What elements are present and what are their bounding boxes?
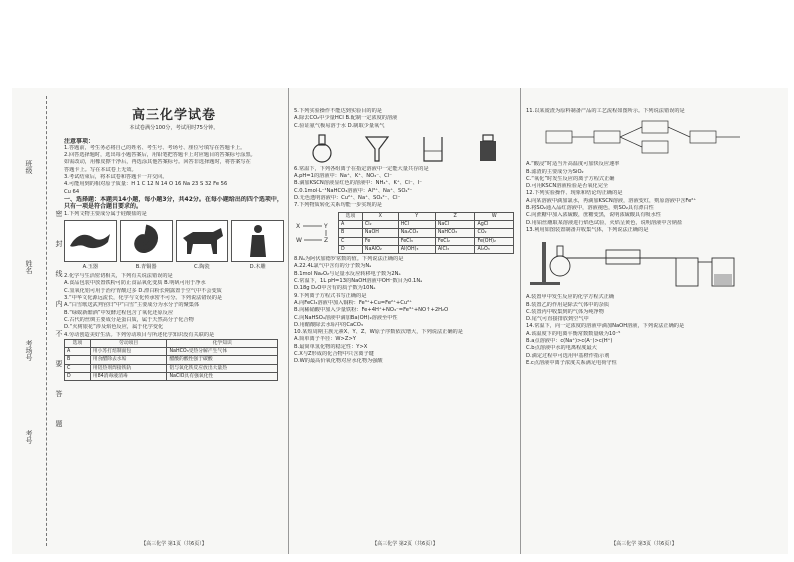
- question-line: 9.下列离子方程式书写正确的是: [294, 292, 367, 299]
- table-cell: 用84消毒液消毒: [90, 373, 167, 381]
- round-flask-icon: [309, 133, 335, 163]
- table-header-row: [65, 339, 278, 347]
- question-line: 13.利用如图装置制备并收集气体，下列说法正确的是: [526, 226, 649, 233]
- question-line: C.古代的丝绸主要成分是蛋白质，属于天然高分子化合物: [64, 316, 194, 323]
- table-header: 劳动项目: [90, 339, 167, 347]
- question-line: 5.下列实验操作不能达到实验目的的是: [294, 108, 382, 114]
- question-line: B.滴加KSCN溶液显红色的溶液中：NH₄⁺、K⁺、Cl⁻、I⁻: [294, 180, 423, 187]
- table-cell: Fe(OH)₂: [475, 237, 514, 245]
- artifact-image-ceramic: [176, 220, 229, 262]
- artifact-image-bronze: [120, 220, 173, 262]
- svg-text:X: X: [296, 222, 301, 230]
- notice-heading: 注意事项：: [64, 137, 95, 145]
- binding-label: 封: [55, 240, 63, 247]
- exam-title: 高三化学试卷: [131, 108, 216, 123]
- binding-label: 线: [55, 270, 63, 277]
- table-cell: B: [339, 229, 363, 237]
- question-line: C.X与Z形成的化合物中只含离子键: [294, 351, 374, 358]
- table-cell: 用铝热剂焊接铁轨: [90, 364, 167, 372]
- table-cell: HCl: [398, 220, 435, 228]
- question-line: E.c点溶液中离子浓度关系满足电荷守恒: [526, 359, 617, 366]
- question-line: D.无色透明溶液中：Cu²⁺、Na⁺、SO₄²⁻、Cl⁻: [294, 195, 401, 202]
- question-line: D.18g D₂O中含有的质子数为10Nₐ: [294, 285, 376, 292]
- table-row: [65, 348, 278, 356]
- option-d: D.木雕: [249, 263, 266, 270]
- question-line: A.“酸浸”时适当升高温度可加快反应速率: [526, 161, 620, 168]
- question-line: B.“绿蚁新醅酒”中发酵过程包含了氧化还原反应: [64, 309, 174, 316]
- labor-table: [64, 339, 278, 381]
- binding-label: 题: [55, 420, 63, 427]
- binding-label: 考号: [25, 430, 33, 444]
- table-row: [339, 220, 514, 228]
- table-header: X: [362, 212, 398, 220]
- artifact-image-wood: [231, 220, 284, 262]
- artifact-captions: [64, 264, 284, 271]
- svg-text:Z: Z: [324, 236, 329, 244]
- conversion-table: [338, 212, 514, 254]
- bottle-icon: [475, 133, 501, 163]
- table-row: [339, 245, 514, 253]
- notice-line: 2.回答选择题时，选出每小题答案后，用铅笔把答题卡上对应题目的答案标号涂黑。: [64, 152, 256, 159]
- table-cell: NaClO具有强氧化性: [167, 373, 278, 381]
- table-cell: FeCl₂: [435, 237, 475, 245]
- section-heading: 一、选择题：本题共14小题，每小题3分，共42分。在每小题给出的四个选项中，只有一项是符合题目要求的。: [64, 195, 283, 211]
- page-1-column: [64, 108, 284, 381]
- question-line: A.装置甲中发生反应的化学方程式正确: [526, 294, 615, 301]
- question-line: B.将SO₂通入品红溶液中，溶液褪色，则SO₂具有漂白性: [526, 205, 654, 212]
- table-header-row: [339, 212, 514, 220]
- question-line: C.验证氨气极易溶于水 D.制取少量氧气: [294, 122, 385, 129]
- svg-text:Y: Y: [324, 222, 328, 230]
- question-line: A.向FeCl₃溶液中加入铜粉：Fe³⁺+Cu=Fe²⁺+Cu²⁺: [294, 299, 412, 306]
- table-cell: NaHCO₃: [435, 229, 475, 237]
- notice-line: 如需改动，用橡皮擦干净后，再选涂其他答案标号。回答非选择题时，将答案写在: [64, 159, 251, 166]
- page-footer: 【高三化学 第3页（共6页）】: [611, 541, 677, 547]
- question-line: C.向NaHSO₄溶液中滴加Ba(OH)₂溶液至中性: [294, 314, 398, 321]
- question-line: A.向某溶液中滴加氯水，再滴加KSCN溶液，溶液变红，则原溶液中含Fe²⁺: [526, 197, 697, 204]
- question-line: C.“氧化”时发生反应的离子方程式正确: [526, 175, 615, 182]
- question-line: C.常温下，1L pH=13的NaOH溶液中OH⁻数目为0.1Nₐ: [294, 278, 423, 285]
- table-cell: Al₂O₃: [475, 245, 514, 253]
- table-cell: Al(OH)₃: [398, 245, 435, 253]
- table-cell: 用食醋除去水垢: [90, 356, 167, 364]
- question-line: C.b点溶液中水的电离程度最大: [526, 345, 597, 352]
- table-cell: B: [65, 356, 91, 364]
- conversion-block: [294, 212, 516, 254]
- binding-label: 答: [55, 390, 63, 397]
- page-3-column: [526, 108, 762, 367]
- table-cell: NaHCO₃受热分解产生气体: [167, 348, 278, 356]
- table-cell: AgCl: [475, 220, 514, 228]
- notice-line: 1.答题前，考生务必将自己的姓名、考生号、考场号、座位号填写在答题卡上。: [64, 144, 246, 151]
- binding-label: 不: [55, 330, 63, 337]
- question-line: D.W的最高价氧化物对应水化物为强酸: [294, 358, 383, 365]
- table-cell: A: [339, 220, 363, 228]
- page-divider: [520, 88, 521, 554]
- question-1: 1.下列文物主要成分属于硅酸盐的是: [64, 210, 147, 217]
- binding-label: 密: [55, 210, 63, 217]
- bronze-ornament-icon: [131, 224, 161, 258]
- wooden-figure-icon: [248, 223, 268, 259]
- table-row: [65, 364, 278, 372]
- table-cell: 铝与氧化铁反应放出大量热: [167, 364, 278, 372]
- table-cell: Na₂CO₃: [398, 229, 435, 237]
- table-header: Z: [435, 212, 475, 220]
- question-line: D.用铂丝蘸取某溶液进行焰色试验，火焰呈黄色，说明溶液中含钠盐: [526, 219, 683, 226]
- question-line: D.滴定过程中可选用甲基橙作指示剂: [526, 352, 610, 359]
- question-line: 12.下列实验操作、现象和结论均正确的是: [526, 190, 623, 197]
- question-line: A.22.4L氯气中含有的分子数为Nₐ: [294, 263, 372, 270]
- question-line: A.简单离子半径：W>Z>Y: [294, 336, 356, 343]
- process-flow-diagram: [544, 117, 744, 159]
- option-b: B.青铜器: [135, 263, 157, 270]
- question-line: 10.某短周期主族元素X、Y、Z、W原子序数依次增大，下列说法正确的是: [294, 329, 463, 336]
- exam-subtitle: 本试卷满分100分，考试用时75分钟。: [129, 125, 219, 132]
- table-cell: NaAlO₂: [362, 245, 398, 253]
- question-line: 11.以某废渣为原料制备产品的工艺流程如图所示。下列说法错误的是: [526, 108, 685, 114]
- notice-line: Cu 64: [64, 188, 80, 195]
- question-line: D.尾气可直接排放到空气中: [526, 316, 589, 323]
- artifact-image-jade: [64, 220, 117, 262]
- apparatus-figures: [294, 133, 516, 163]
- ceramic-horse-icon: [179, 226, 225, 256]
- binding-label: 要: [55, 360, 63, 367]
- table-cell: CO₂: [475, 229, 514, 237]
- question-line: B.a点溶液中：c(Na⁺)>c(A⁻)>c(H⁺): [526, 338, 613, 345]
- question-line: A.食品包装中放置铁粉可防止食品氧化变质 B.明矾可用于净水: [64, 280, 206, 287]
- question-line: 3.“中华文化源远流长，化学与文化传承密不可分。下列说法错误的是: [64, 295, 223, 302]
- page-divider: [288, 88, 289, 554]
- question-line: A.pH=1的溶液中：Na⁺、K⁺、NO₃⁻、Cl⁻: [294, 173, 392, 180]
- table-cell: 用小苏打焙制面包: [90, 348, 167, 356]
- notice-line: 4.可能用到的相对原子质量：H 1 C 12 N 14 O 16 Na 23 S 32 Fe 56: [64, 181, 228, 188]
- page-footer: 【高三化学 第1页（共6页）】: [141, 541, 207, 547]
- notice-line: 3.考试结束后，将本试卷和答题卡一并交回。: [64, 174, 168, 181]
- gas-apparatus-diagram: [526, 236, 746, 292]
- table-header: W: [475, 212, 514, 220]
- question-line: A.该温度下的电离平衡常数数量级为10⁻⁵: [526, 330, 621, 337]
- table-header: 化学知识: [167, 339, 278, 347]
- table-cell: C: [65, 364, 91, 372]
- artifact-images: [64, 220, 284, 262]
- question-line: D.可用KSCN溶液检验是否氧化完全: [526, 183, 609, 190]
- binding-label: 班级: [25, 160, 33, 174]
- table-cell: FeCl₃: [398, 237, 435, 245]
- question-line: C.氢氧化铝可用于治疗胃酸过多 D.漂白粉长期露置于空气中不会变质: [64, 287, 222, 294]
- binding-label: 考场号: [25, 340, 33, 361]
- table-cell: 醋酸的酸性强于碳酸: [167, 356, 278, 364]
- funnel-icon: [364, 133, 390, 163]
- table-row: [65, 356, 278, 364]
- question-line: B.1mol Na₂O₂与足量水反应转移电子数为2Nₐ: [294, 270, 401, 277]
- option-a: A.玉器: [82, 263, 99, 270]
- table-header: 选项: [339, 212, 363, 220]
- question-line: B.滤渣的主要成分为SiO₂: [526, 168, 584, 175]
- table-cell: Cl₂: [362, 220, 398, 228]
- question-line: 2.化学与生活密切相关，下列有关说法错误的是: [64, 273, 173, 280]
- table-cell: D: [65, 373, 91, 381]
- table-cell: AlCl₃: [435, 245, 475, 253]
- question-line: C.装置丙中收集到的气体为纯净物: [526, 308, 604, 315]
- table-cell: D: [339, 245, 363, 253]
- question-line: B.向稀硝酸中加入少量铁粉：Fe+4H⁺+NO₃⁻=Fe³⁺+NO↑+2H₂O: [294, 307, 449, 314]
- question-line: B.最简单氢化物的稳定性：Y>X: [294, 343, 368, 350]
- table-header: 选项: [65, 339, 91, 347]
- option-c: C.陶瓷: [194, 263, 210, 270]
- question-line: 14.常温下，向一定浓度的溶液中滴加NaOH溶液，下列说法正确的是: [526, 323, 685, 330]
- question-line: C.0.1mol·L⁻¹NaHCO₃溶液中：Al³⁺、Na⁺、SO₄²⁻: [294, 187, 413, 194]
- table-cell: A: [65, 348, 91, 356]
- question-line: D.“火树银花”涉及焰色反应，属于化学变化: [64, 324, 164, 331]
- page-2-column: [294, 108, 516, 366]
- question-line: 7.下列物质转化关系均能一步实现的是: [294, 202, 382, 209]
- notice-line: 答题卡上。写在本试卷上无效。: [64, 166, 137, 173]
- question-line: A.除去CO₂中少量HCl B.配制一定浓度的溶液: [294, 115, 398, 122]
- conversion-diagram-icon: [294, 220, 334, 246]
- beaker-icon: [420, 133, 446, 163]
- question-line: C.向蔗糖中加入浓硫酸，蔗糖变黑，说明浓硫酸具有吸水性: [526, 212, 661, 219]
- table-row: [339, 237, 514, 245]
- table-cell: NaCl: [435, 220, 475, 228]
- page-footer: 【高三化学 第2页（共6页）】: [372, 541, 438, 547]
- question-line: D.用醋酸除去水垢中的CaCO₃: [294, 321, 363, 328]
- question-line: 6.常温下，下列各组离子在指定溶液中一定能大量共存的是: [294, 165, 429, 172]
- table-row: [65, 373, 278, 381]
- svg-text:W: W: [296, 236, 302, 244]
- question-line: 4.劳动创造美好生活。下列劳动项目与所述化学知识没有关联的是: [64, 331, 215, 338]
- table-row: [339, 229, 514, 237]
- table-cell: NaOH: [362, 229, 398, 237]
- binding-label: 内: [55, 300, 63, 307]
- table-cell: Fe: [362, 237, 398, 245]
- question-line: A.“白雪歌送武判官归”中“白雪”主要成分为水分子的聚集体: [64, 302, 200, 309]
- question-line: B.装置乙的作用是除去气体中的杂质: [526, 301, 610, 308]
- jade-dragon-icon: [68, 228, 112, 254]
- table-cell: C: [339, 237, 363, 245]
- table-header: Y: [398, 212, 435, 220]
- question-line: 8.Nₐ为阿伏加德罗常数的值。下列说法正确的是: [294, 256, 404, 263]
- binding-label: 姓名: [25, 260, 33, 274]
